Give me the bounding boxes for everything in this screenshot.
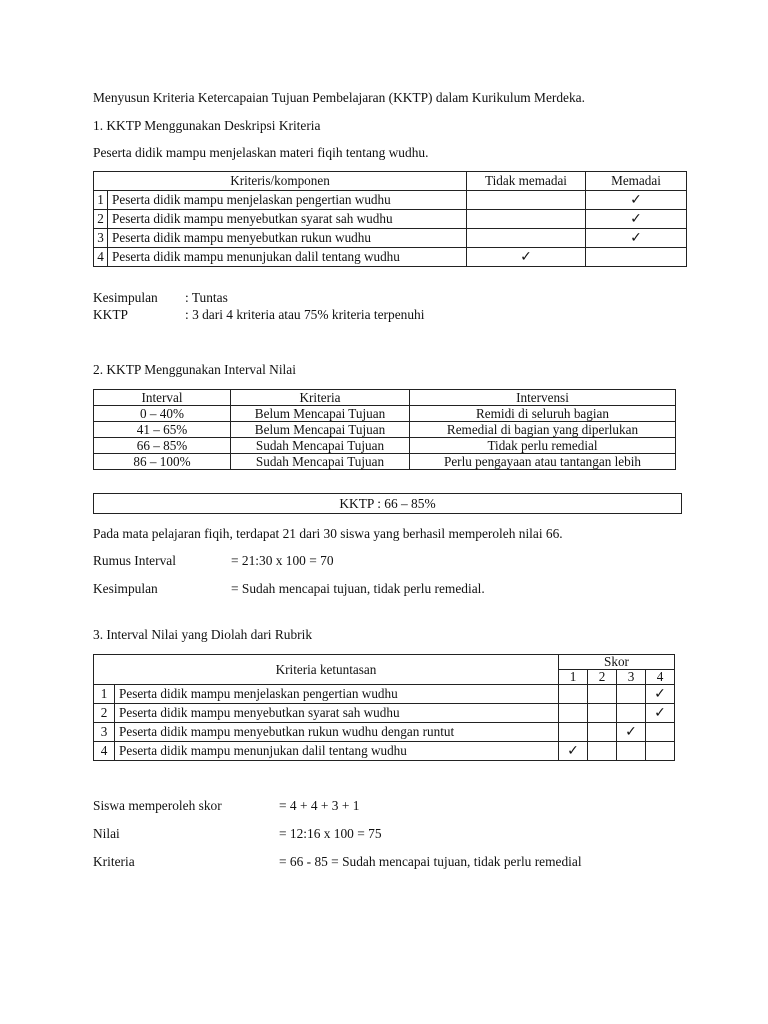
table-row [94, 229, 687, 248]
score-cell: ✓ [646, 704, 675, 723]
header-kriteria-ketuntasan: Kriteria ketuntasan [94, 655, 559, 685]
check-tidak-memadai [467, 191, 586, 210]
table-row [94, 406, 676, 422]
row-criterion: Peserta didik mampu menjelaskan pengertian wudhu [115, 685, 559, 704]
nilai-value: = 12:16 x 100 = 75 [279, 826, 382, 841]
rumus-value: = 21:30 x 100 = 70 [231, 553, 334, 568]
score-col-2: 2 [588, 670, 617, 685]
cell-interval: 66 – 85% [94, 438, 231, 454]
score-cell: ✓ [646, 685, 675, 704]
table-row [94, 704, 675, 723]
kesimpulan-value: : Tuntas [185, 290, 228, 305]
score-col-1: 1 [559, 670, 588, 685]
score-cell [617, 685, 646, 704]
row-number: 2 [94, 210, 108, 229]
check-memadai: ✓ [586, 229, 687, 248]
header-kriteria: Kriteria [231, 390, 410, 406]
kktp-value: : 3 dari 4 kriteria atau 75% kriteria terpenuhi [185, 307, 425, 322]
header-criteria: Kriteris/komponen [94, 172, 467, 191]
row-number: 3 [94, 229, 108, 248]
section1-heading: 1. KKTP Menggunakan Deskripsi Kriteria [93, 118, 321, 133]
header-intervensi: Intervensi [410, 390, 676, 406]
row-number: 4 [94, 248, 108, 267]
score-cell: ✓ [617, 723, 646, 742]
score-cell [617, 742, 646, 761]
cell-interval: 0 – 40% [94, 406, 231, 422]
table-header-row [94, 655, 675, 670]
table-row [94, 422, 676, 438]
table-row [94, 723, 675, 742]
cell-kriteria: Belum Mencapai Tujuan [231, 422, 410, 438]
header-skor: Skor [559, 655, 675, 670]
section1-kesimpulan [93, 290, 228, 306]
header-tidak-memadai: Tidak memadai [467, 172, 586, 191]
section2-paragraph: Pada mata pelajaran fiqih, terdapat 21 dari 30 siswa yang berhasil memperoleh nilai 66. [93, 526, 563, 541]
score-cell [646, 723, 675, 742]
check-tidak-memadai [467, 210, 586, 229]
header-interval: Interval [94, 390, 231, 406]
row-criterion: Peserta didik mampu menyebutkan rukun wudhu dengan runtut [115, 723, 559, 742]
section3-skor [93, 798, 359, 814]
cell-intervensi: Tidak perlu remedial [410, 438, 676, 454]
table-row [94, 685, 675, 704]
table-row [94, 248, 687, 267]
cell-kriteria: Sudah Mencapai Tujuan [231, 454, 410, 470]
section1-intro: Peserta didik mampu menjelaskan materi fiqih tentang wudhu. [93, 145, 429, 160]
kktp-range-box: KKTP : 66 – 85% [93, 493, 682, 514]
cell-intervensi: Remedial di bagian yang diperlukan [410, 422, 676, 438]
score-cell [617, 704, 646, 723]
nilai-label: Nilai [93, 826, 120, 841]
kesimpulan-label: Kesimpulan [93, 290, 158, 305]
skor-value: = 4 + 4 + 3 + 1 [279, 798, 360, 813]
score-col-4: 4 [646, 670, 675, 685]
section3-nilai [93, 826, 382, 842]
score-cell [588, 723, 617, 742]
score-cell [559, 704, 588, 723]
score-cell [559, 685, 588, 704]
row-criterion: Peserta didik mampu menunjukan dalil tentang wudhu [115, 742, 559, 761]
section3-kriteria [93, 854, 582, 870]
interval-table [93, 389, 676, 470]
header-memadai: Memadai [586, 172, 687, 191]
check-tidak-memadai [467, 229, 586, 248]
check-memadai [586, 248, 687, 267]
cell-intervensi: Remidi di seluruh bagian [410, 406, 676, 422]
table-row [94, 191, 687, 210]
table-header-row [94, 172, 687, 191]
section2-kesimpulan [93, 581, 485, 597]
row-number: 3 [94, 723, 115, 742]
skor-label: Siswa memperoleh skor [93, 798, 222, 813]
row-number: 1 [94, 685, 115, 704]
table-header-row [94, 390, 676, 406]
table-row [94, 210, 687, 229]
kesimpulan-label: Kesimpulan [93, 581, 158, 596]
score-cell [588, 685, 617, 704]
row-criterion: Peserta didik mampu menjelaskan pengertian wudhu [108, 191, 467, 210]
section2-rumus [93, 553, 334, 569]
cell-kriteria: Belum Mencapai Tujuan [231, 406, 410, 422]
row-number: 2 [94, 704, 115, 723]
check-tidak-memadai: ✓ [467, 248, 586, 267]
row-number: 1 [94, 191, 108, 210]
row-criterion: Peserta didik mampu menyebutkan syarat sah wudhu [115, 704, 559, 723]
section1-kktp [93, 307, 424, 323]
score-cell [588, 704, 617, 723]
score-cell [646, 742, 675, 761]
kriteria-label: Kriteria [93, 854, 135, 869]
cell-interval: 86 – 100% [94, 454, 231, 470]
table-row [94, 742, 675, 761]
row-criterion: Peserta didik mampu menyebutkan rukun wudhu [108, 229, 467, 248]
rubric-table [93, 654, 675, 761]
kriteria-value: = 66 - 85 = Sudah mencapai tujuan, tidak perlu remedial [279, 854, 582, 869]
check-memadai: ✓ [586, 191, 687, 210]
table-row [94, 438, 676, 454]
score-col-3: 3 [617, 670, 646, 685]
criteria-description-table [93, 171, 687, 267]
row-criterion: Peserta didik mampu menyebutkan syarat sah wudhu [108, 210, 467, 229]
kesimpulan-value: = Sudah mencapai tujuan, tidak perlu remedial. [231, 581, 485, 596]
rumus-label: Rumus Interval [93, 553, 176, 568]
section2-heading: 2. KKTP Menggunakan Interval Nilai [93, 362, 296, 377]
row-number: 4 [94, 742, 115, 761]
document-title: Menyusun Kriteria Ketercapaian Tujuan Pembelajaran (KKTP) dalam Kurikulum Merdeka. [93, 90, 585, 105]
cell-kriteria: Sudah Mencapai Tujuan [231, 438, 410, 454]
score-cell: ✓ [559, 742, 588, 761]
score-cell [559, 723, 588, 742]
cell-intervensi: Perlu pengayaan atau tantangan lebih [410, 454, 676, 470]
kktp-label: KKTP [93, 307, 128, 322]
score-cell [588, 742, 617, 761]
row-criterion: Peserta didik mampu menunjukan dalil tentang wudhu [108, 248, 467, 267]
check-memadai: ✓ [586, 210, 687, 229]
table-row [94, 454, 676, 470]
section3-heading: 3. Interval Nilai yang Diolah dari Rubrik [93, 627, 313, 642]
cell-interval: 41 – 65% [94, 422, 231, 438]
